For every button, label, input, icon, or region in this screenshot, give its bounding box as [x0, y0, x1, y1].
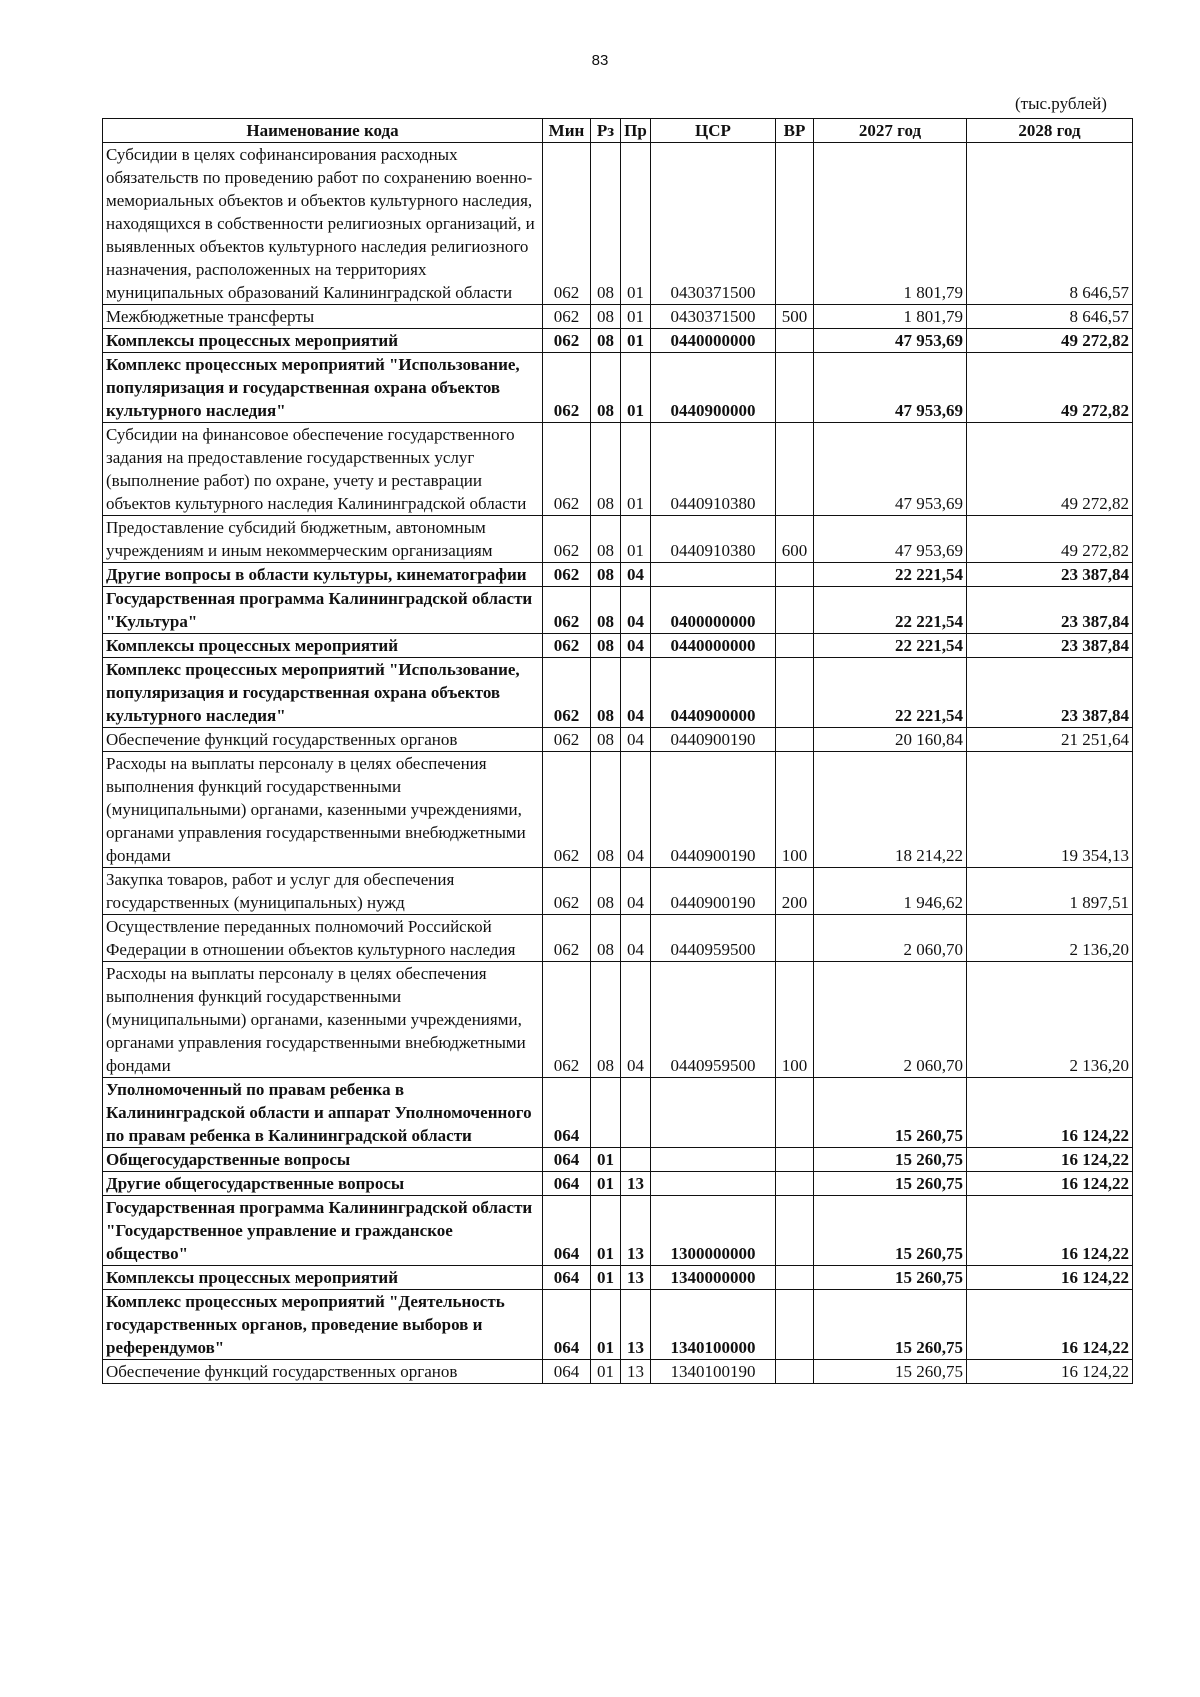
cell-rz: 08 — [591, 516, 621, 563]
cell-csr: 0440000000 — [651, 329, 776, 353]
cell-pr: 04 — [621, 634, 651, 658]
units-label: (тыс.рублей) — [1015, 94, 1107, 113]
table-row — [103, 962, 1133, 1078]
cell-name: Субсидии в целях софинансирования расходных обязательств по проведению работ по сохранению военно-мемориальных объектов и объектов культурного наследия, находящихся в собственности религиозных организаций, и выявленных объектов культурного наследия религиозного назначения, расположенных на территориях муниципальных образований Калининградской области — [103, 143, 543, 305]
cell-vr — [776, 423, 814, 516]
header-name: Наименование кода — [103, 119, 543, 143]
cell-2027: 2 060,70 — [814, 915, 967, 962]
table-row — [103, 658, 1133, 728]
cell-2028: 8 646,57 — [967, 305, 1133, 329]
cell-pr: 04 — [621, 915, 651, 962]
cell-csr: 0440900190 — [651, 868, 776, 915]
cell-2028: 8 646,57 — [967, 143, 1133, 305]
cell-vr: 200 — [776, 868, 814, 915]
header-rz: Рз — [591, 119, 621, 143]
cell-pr: 01 — [621, 423, 651, 516]
cell-2028: 16 124,22 — [967, 1360, 1133, 1384]
cell-2028: 16 124,22 — [967, 1196, 1133, 1266]
cell-2027: 47 953,69 — [814, 329, 967, 353]
cell-csr: 1300000000 — [651, 1196, 776, 1266]
cell-2028: 23 387,84 — [967, 658, 1133, 728]
cell-vr — [776, 1360, 814, 1384]
cell-2028: 23 387,84 — [967, 634, 1133, 658]
cell-2027: 15 260,75 — [814, 1196, 967, 1266]
table-row — [103, 423, 1133, 516]
cell-2027: 1 801,79 — [814, 305, 967, 329]
cell-min: 062 — [543, 868, 591, 915]
cell-vr — [776, 728, 814, 752]
cell-min: 062 — [543, 752, 591, 868]
table-row — [103, 915, 1133, 962]
cell-name: Субсидии на финансовое обеспечение государственного задания на предоставление государственных услуг (выполнение работ) по охране, учету и реставрации объектов культурного наследия Калининградской области — [103, 423, 543, 516]
page-number: 83 — [591, 52, 609, 69]
cell-vr — [776, 587, 814, 634]
header-pr: Пр — [621, 119, 651, 143]
cell-name: Осуществление переданных полномочий Российской Федерации в отношении объектов культурного наследия — [103, 915, 543, 962]
cell-2027: 1 946,62 — [814, 868, 967, 915]
cell-csr: 0430371500 — [651, 305, 776, 329]
cell-name: Обеспечение функций государственных органов — [103, 728, 543, 752]
cell-2028: 23 387,84 — [967, 587, 1133, 634]
cell-rz: 08 — [591, 143, 621, 305]
cell-2027: 1 801,79 — [814, 143, 967, 305]
cell-vr — [776, 634, 814, 658]
cell-2028: 2 136,20 — [967, 962, 1133, 1078]
cell-min: 062 — [543, 563, 591, 587]
cell-2028: 49 272,82 — [967, 353, 1133, 423]
cell-rz: 08 — [591, 915, 621, 962]
cell-name: Государственная программа Калининградской области "Культура" — [103, 587, 543, 634]
cell-rz: 08 — [591, 868, 621, 915]
cell-min: 062 — [543, 962, 591, 1078]
cell-name: Комплексы процессных мероприятий — [103, 634, 543, 658]
cell-2028: 16 124,22 — [967, 1266, 1133, 1290]
cell-2027: 47 953,69 — [814, 516, 967, 563]
header-vr: ВР — [776, 119, 814, 143]
cell-vr — [776, 329, 814, 353]
cell-csr: 0400000000 — [651, 587, 776, 634]
cell-min: 064 — [543, 1196, 591, 1266]
cell-2027: 22 221,54 — [814, 658, 967, 728]
table-body — [103, 143, 1133, 1384]
cell-name: Комплексы процессных мероприятий — [103, 1266, 543, 1290]
cell-2027: 15 260,75 — [814, 1148, 967, 1172]
cell-rz: 01 — [591, 1148, 621, 1172]
cell-rz — [591, 1078, 621, 1148]
cell-name: Комплекс процессных мероприятий "Использование, популяризация и государственная охрана объектов культурного наследия" — [103, 658, 543, 728]
header-min: Мин — [543, 119, 591, 143]
table-row — [103, 752, 1133, 868]
cell-vr — [776, 1078, 814, 1148]
cell-min: 062 — [543, 143, 591, 305]
cell-csr: 0440900190 — [651, 728, 776, 752]
cell-rz: 08 — [591, 587, 621, 634]
cell-2027: 15 260,75 — [814, 1266, 967, 1290]
cell-pr: 01 — [621, 353, 651, 423]
cell-min: 062 — [543, 587, 591, 634]
cell-2027: 47 953,69 — [814, 423, 967, 516]
cell-name: Государственная программа Калининградской области "Государственное управление и гражданское общество" — [103, 1196, 543, 1266]
cell-2028: 49 272,82 — [967, 423, 1133, 516]
cell-2028: 16 124,22 — [967, 1172, 1133, 1196]
cell-2028: 16 124,22 — [967, 1290, 1133, 1360]
cell-2027: 47 953,69 — [814, 353, 967, 423]
cell-2028: 16 124,22 — [967, 1078, 1133, 1148]
cell-2027: 15 260,75 — [814, 1172, 967, 1196]
cell-rz: 08 — [591, 634, 621, 658]
cell-min: 064 — [543, 1360, 591, 1384]
cell-2027: 15 260,75 — [814, 1360, 967, 1384]
cell-2027: 15 260,75 — [814, 1078, 967, 1148]
cell-name: Расходы на выплаты персоналу в целях обеспечения выполнения функций государственными (муниципальными) органами, казенными учреждениями, органами управления государственными внебюджетными фондами — [103, 752, 543, 868]
cell-min: 062 — [543, 305, 591, 329]
cell-min: 062 — [543, 634, 591, 658]
cell-pr: 13 — [621, 1172, 651, 1196]
cell-csr: 0440959500 — [651, 915, 776, 962]
table-row — [103, 143, 1133, 305]
cell-min: 064 — [543, 1172, 591, 1196]
cell-pr — [621, 1148, 651, 1172]
cell-rz: 08 — [591, 329, 621, 353]
cell-pr: 04 — [621, 962, 651, 1078]
cell-rz: 01 — [591, 1172, 621, 1196]
table-row — [103, 1172, 1133, 1196]
table-row — [103, 563, 1133, 587]
cell-2028: 49 272,82 — [967, 516, 1133, 563]
table-row — [103, 728, 1133, 752]
cell-rz: 08 — [591, 728, 621, 752]
cell-csr — [651, 1172, 776, 1196]
cell-name: Межбюджетные трансферты — [103, 305, 543, 329]
cell-name: Уполномоченный по правам ребенка в Калининградской области и аппарат Уполномоченного по правам ребенка в Калининградской области — [103, 1078, 543, 1148]
cell-vr: 600 — [776, 516, 814, 563]
cell-csr: 0440959500 — [651, 962, 776, 1078]
cell-pr: 04 — [621, 728, 651, 752]
cell-min: 062 — [543, 329, 591, 353]
cell-vr — [776, 563, 814, 587]
cell-rz: 08 — [591, 752, 621, 868]
cell-name: Комплекс процессных мероприятий "Использование, популяризация и государственная охрана объектов культурного наследия" — [103, 353, 543, 423]
cell-name: Комплекс процессных мероприятий "Деятельность государственных органов, проведение выборов и референдумов" — [103, 1290, 543, 1360]
cell-pr: 13 — [621, 1360, 651, 1384]
cell-min: 062 — [543, 658, 591, 728]
cell-pr: 01 — [621, 305, 651, 329]
cell-vr — [776, 353, 814, 423]
cell-rz: 08 — [591, 658, 621, 728]
cell-name: Комплексы процессных мероприятий — [103, 329, 543, 353]
cell-vr — [776, 143, 814, 305]
cell-min: 062 — [543, 728, 591, 752]
cell-2027: 22 221,54 — [814, 634, 967, 658]
cell-min: 062 — [543, 915, 591, 962]
cell-2027: 20 160,84 — [814, 728, 967, 752]
cell-vr: 500 — [776, 305, 814, 329]
cell-vr — [776, 1196, 814, 1266]
cell-2028: 16 124,22 — [967, 1148, 1133, 1172]
cell-vr — [776, 1266, 814, 1290]
table-row — [103, 1148, 1133, 1172]
cell-min: 062 — [543, 423, 591, 516]
cell-csr: 1340100000 — [651, 1290, 776, 1360]
cell-vr — [776, 1148, 814, 1172]
cell-name: Другие вопросы в области культуры, кинематографии — [103, 563, 543, 587]
cell-rz: 08 — [591, 353, 621, 423]
cell-pr: 04 — [621, 658, 651, 728]
cell-pr — [621, 1078, 651, 1148]
cell-rz: 01 — [591, 1360, 621, 1384]
table-row — [103, 1078, 1133, 1148]
cell-csr: 0440900000 — [651, 353, 776, 423]
cell-rz: 01 — [591, 1266, 621, 1290]
cell-pr: 13 — [621, 1290, 651, 1360]
table-row — [103, 353, 1133, 423]
cell-2028: 49 272,82 — [967, 329, 1133, 353]
cell-2028: 23 387,84 — [967, 563, 1133, 587]
cell-vr: 100 — [776, 962, 814, 1078]
cell-csr: 0440900190 — [651, 752, 776, 868]
table-row — [103, 516, 1133, 563]
cell-name: Другие общегосударственные вопросы — [103, 1172, 543, 1196]
cell-vr — [776, 1172, 814, 1196]
cell-pr: 04 — [621, 563, 651, 587]
cell-pr: 01 — [621, 329, 651, 353]
cell-rz: 01 — [591, 1196, 621, 1266]
table-row — [103, 329, 1133, 353]
cell-min: 064 — [543, 1290, 591, 1360]
table-row — [103, 587, 1133, 634]
cell-name: Предоставление субсидий бюджетным, автономным учреждениям и иным некоммерческим организациям — [103, 516, 543, 563]
header-row — [103, 119, 1133, 143]
cell-min: 064 — [543, 1148, 591, 1172]
cell-rz: 08 — [591, 305, 621, 329]
cell-min: 064 — [543, 1078, 591, 1148]
cell-vr — [776, 915, 814, 962]
cell-pr: 01 — [621, 143, 651, 305]
cell-2027: 22 221,54 — [814, 587, 967, 634]
cell-rz: 08 — [591, 423, 621, 516]
header-2028: 2028 год — [967, 119, 1133, 143]
cell-name: Закупка товаров, работ и услуг для обеспечения государственных (муниципальных) нужд — [103, 868, 543, 915]
cell-csr — [651, 1078, 776, 1148]
table-row — [103, 1266, 1133, 1290]
cell-pr: 01 — [621, 516, 651, 563]
cell-name: Расходы на выплаты персоналу в целях обеспечения выполнения функций государственными (муниципальными) органами, казенными учреждениями, органами управления государственными внебюджетными фондами — [103, 962, 543, 1078]
cell-min: 062 — [543, 516, 591, 563]
cell-pr: 13 — [621, 1196, 651, 1266]
cell-2027: 2 060,70 — [814, 962, 967, 1078]
cell-rz: 01 — [591, 1290, 621, 1360]
cell-csr: 1340000000 — [651, 1266, 776, 1290]
table-row — [103, 1360, 1133, 1384]
cell-2028: 21 251,64 — [967, 728, 1133, 752]
cell-csr: 0440910380 — [651, 516, 776, 563]
table-row — [103, 868, 1133, 915]
cell-name: Общегосударственные вопросы — [103, 1148, 543, 1172]
cell-min: 062 — [543, 353, 591, 423]
cell-csr: 1340100190 — [651, 1360, 776, 1384]
table-row — [103, 1196, 1133, 1266]
header-2027: 2027 год — [814, 119, 967, 143]
cell-csr — [651, 563, 776, 587]
header-csr: ЦСР — [651, 119, 776, 143]
cell-csr: 0440900000 — [651, 658, 776, 728]
budget-table — [102, 118, 1133, 1384]
cell-csr: 0440910380 — [651, 423, 776, 516]
cell-vr — [776, 1290, 814, 1360]
cell-2027: 22 221,54 — [814, 563, 967, 587]
cell-2028: 1 897,51 — [967, 868, 1133, 915]
cell-vr — [776, 658, 814, 728]
table-row — [103, 1290, 1133, 1360]
cell-2027: 18 214,22 — [814, 752, 967, 868]
cell-pr: 13 — [621, 1266, 651, 1290]
cell-vr: 100 — [776, 752, 814, 868]
cell-csr — [651, 1148, 776, 1172]
table-row — [103, 305, 1133, 329]
cell-rz: 08 — [591, 563, 621, 587]
cell-csr: 0430371500 — [651, 143, 776, 305]
cell-2028: 2 136,20 — [967, 915, 1133, 962]
cell-min: 064 — [543, 1266, 591, 1290]
cell-csr: 0440000000 — [651, 634, 776, 658]
cell-rz: 08 — [591, 962, 621, 1078]
table-row — [103, 634, 1133, 658]
cell-pr: 04 — [621, 868, 651, 915]
cell-2027: 15 260,75 — [814, 1290, 967, 1360]
cell-name: Обеспечение функций государственных органов — [103, 1360, 543, 1384]
cell-pr: 04 — [621, 587, 651, 634]
cell-2028: 19 354,13 — [967, 752, 1133, 868]
cell-pr: 04 — [621, 752, 651, 868]
